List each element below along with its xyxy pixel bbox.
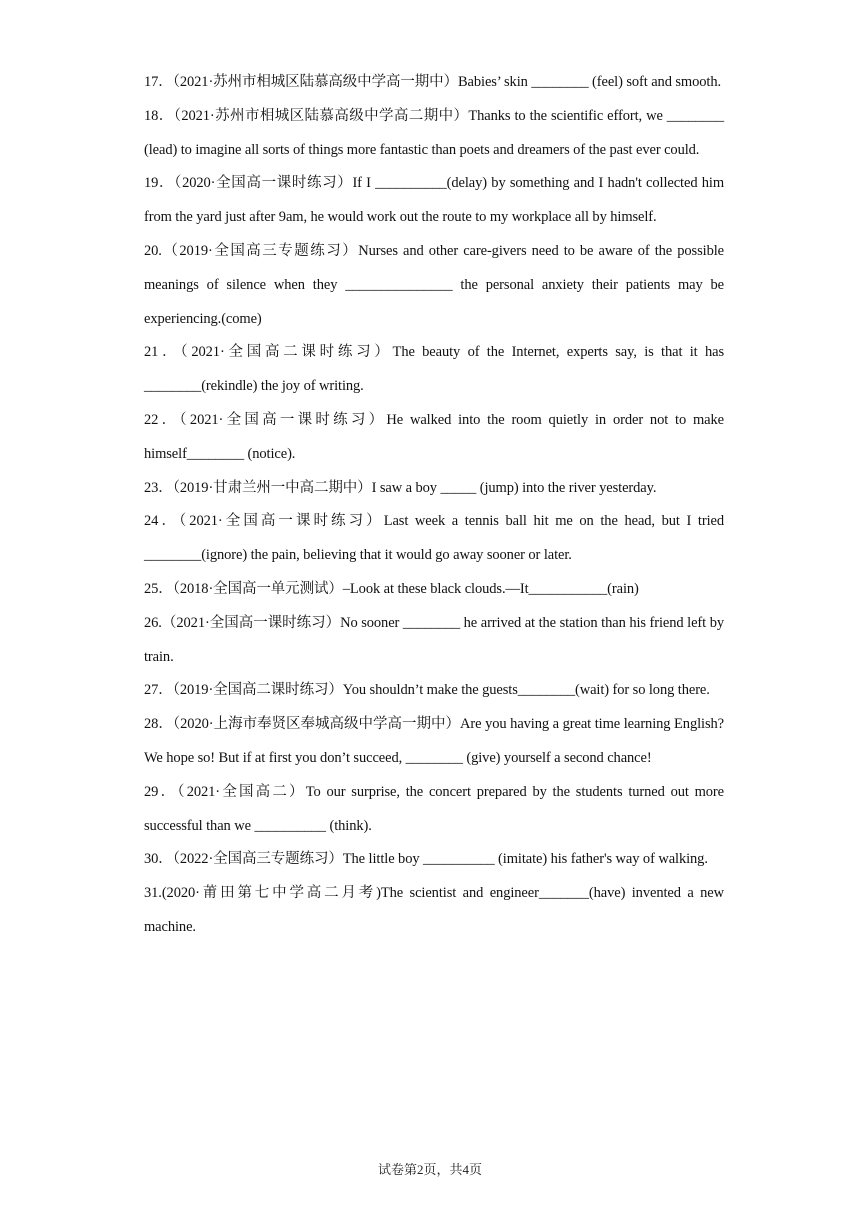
question-24: 24．（2021·全国高一课时练习）Last week a tennis ball hit me on the head, but I tried ________(ignore) the pain, believing that it would go away sooner or later. <box>144 513 724 564</box>
page-footer: 试卷第2页，共4页 <box>377 1162 482 1177</box>
question-27: 27．（2019·全国高二课时练习）You shouldn’t make the guests________(wait) for so long there. <box>144 682 710 699</box>
question-30: 30．（2022·全国高三专题练习）The little boy __________ (imitate) his father's way of walking. <box>144 851 708 868</box>
question-29: 29．（2021·全国高二）To our surprise, the concert prepared by the students turned out more successful than we __________ (think). <box>144 783 724 834</box>
question-19: 19．（2020·全国高一课时练习）If I __________(delay) by something and I hadn't collected him from the yard just after 9am, he would work out the route to my workplace all by himself. <box>144 175 724 226</box>
question-18: 18．（2021·苏州市相城区陆慕高级中学高二期中）Thanks to the scientific effort, we ________ (lead) to imagine all sorts of things more fantastic than poets and dreamers of the past ever could. <box>144 107 724 158</box>
question-list <box>144 66 724 945</box>
question-25: 25．（2018·全国高一单元测试）–Look at these black clouds.—It___________(rain) <box>144 580 639 597</box>
question-26: 26.（2021·全国高一课时练习）No sooner ________ he arrived at the station than his friend left by train. <box>144 614 724 665</box>
question-20: 20.（2019·全国高三专题练习）Nurses and other care-givers need to be aware of the possible meanings of silence when they _______________ the personal anxiety their patients may be experiencing.(come) <box>144 242 724 327</box>
question-21: 21．（2021·全国高二课时练习）The beauty of the Internet, experts say, is that it has ________(rekindle) the joy of writing. <box>144 344 724 395</box>
question-28: 28．（2020·上海市奉贤区奉城高级中学高一期中）Are you having a great time learning English? We hope so! But if at first you don’t succeed, ________ (give) yourself a second chance! <box>144 716 724 766</box>
question-17: 17．（2021·苏州市相城区陆慕高级中学高一期中）Babies’ skin ________ (feel) soft and smooth. <box>144 74 722 90</box>
question-22: 22．（2021·全国高一课时练习）He walked into the room quietly in order not to make himself________ (notice). <box>144 411 724 462</box>
question-23: 23．（2019·甘肃兰州一中高二期中）I saw a boy _____ (jump) into the river yesterday. <box>144 479 657 496</box>
question-31: 31.(2020·莆田第七中学高二月考)The scientist and engineer_______(have) invented a new machine. <box>144 885 724 935</box>
